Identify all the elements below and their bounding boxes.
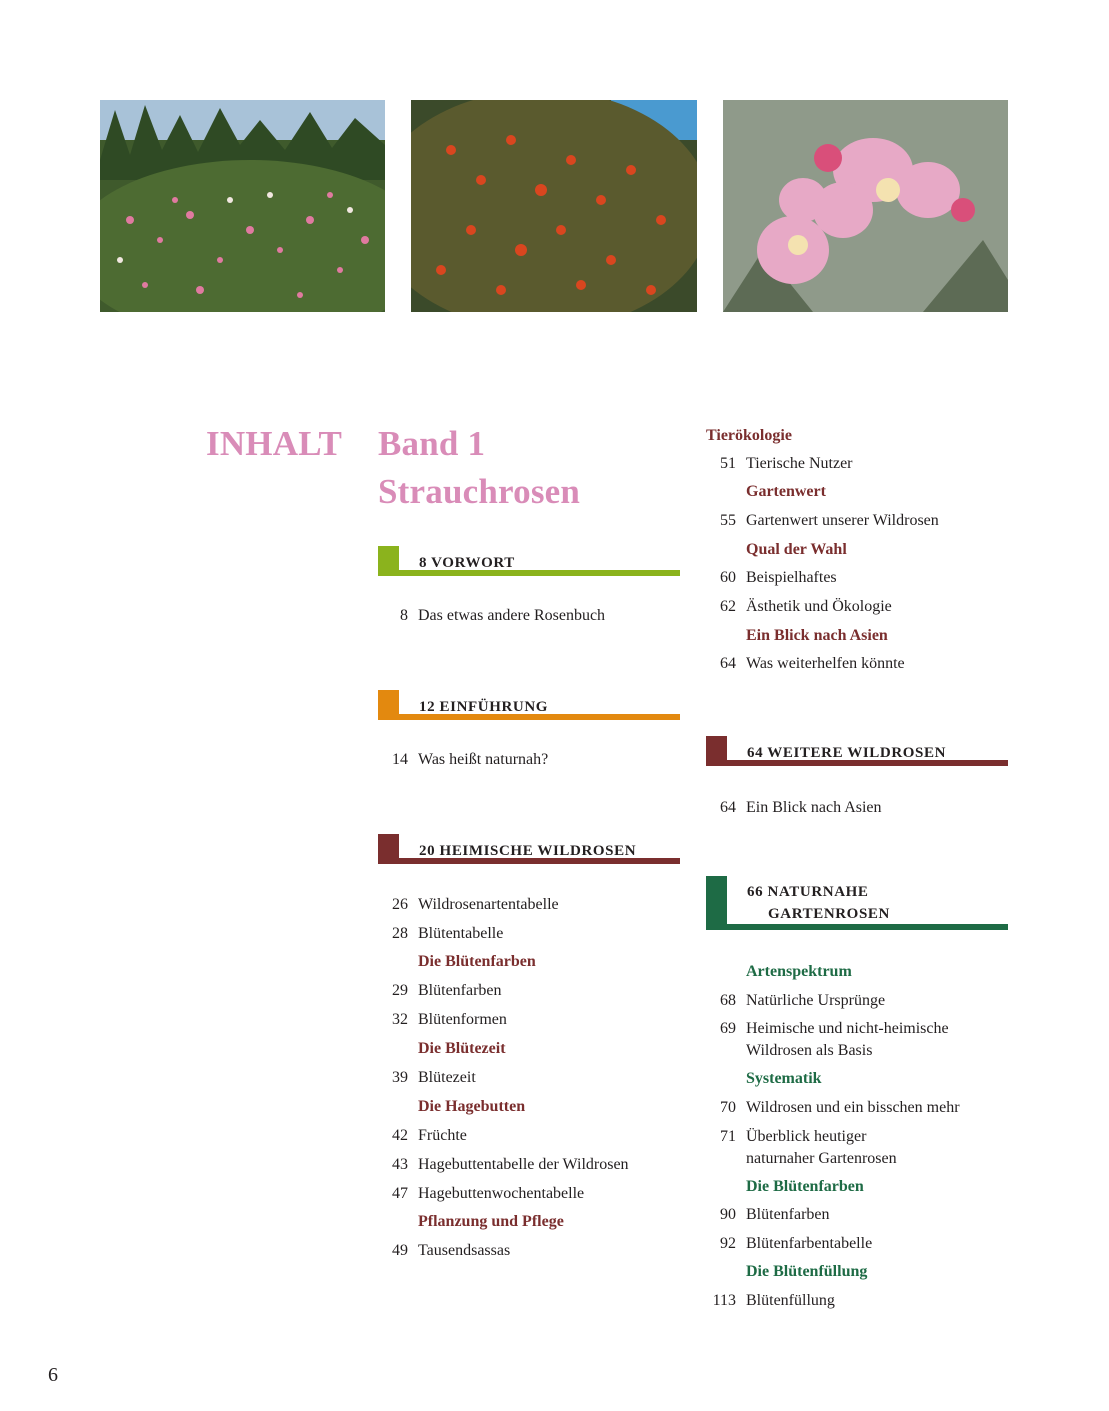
page-ref: 68 xyxy=(720,992,736,1009)
section-title: 12 EINFÜHRUNG xyxy=(419,699,549,715)
page-ref: 70 xyxy=(720,1099,736,1116)
page-ref: 64 xyxy=(720,799,736,816)
page-ref: 28 xyxy=(392,925,408,942)
photo-rosehip-bush xyxy=(411,100,697,312)
entry-title: Tierische Nutzer xyxy=(746,455,853,472)
entry-title: Hagebuttenwochentabelle xyxy=(418,1185,585,1202)
entry-title-line2: naturnaher Gartenrosen xyxy=(746,1150,897,1167)
subheading: Qual der Wahl xyxy=(746,541,847,558)
entry-title: Blütezeit xyxy=(418,1069,476,1086)
section-heimische-wildrosen xyxy=(378,834,680,864)
entry-title: Was weiterhelfen könnte xyxy=(746,655,905,672)
section-vorwort xyxy=(378,546,680,576)
page-ref: 113 xyxy=(712,1292,736,1309)
page-ref: 55 xyxy=(720,512,736,529)
entry-title: Blütenfarben xyxy=(418,982,502,999)
entry-title: Blütenformen xyxy=(418,1011,507,1028)
subheading: Die Blütezeit xyxy=(418,1040,506,1057)
subheading: Die Hagebutten xyxy=(418,1098,526,1115)
page-ref: 90 xyxy=(720,1206,736,1223)
entry-title: Blütenfarbentabelle xyxy=(746,1235,873,1252)
subheading: Systematik xyxy=(746,1070,822,1087)
page-ref: 42 xyxy=(392,1127,408,1144)
entry-title: Gartenwert unserer Wildrosen xyxy=(746,512,939,529)
entry-title: Ästhetik und Ökologie xyxy=(746,598,892,615)
subheading: Tierökologie xyxy=(706,427,792,444)
page-ref: 71 xyxy=(720,1128,736,1145)
entry-title: Beispielhaftes xyxy=(746,569,837,586)
entry-title: Wildrosen und ein bisschen mehr xyxy=(746,1099,960,1116)
page-ref: 14 xyxy=(392,751,408,768)
entry-title: Früchte xyxy=(418,1127,467,1144)
section-naturnahe-gartenrosen xyxy=(706,876,1008,930)
page-ref: 92 xyxy=(720,1235,736,1252)
entry-title: Heimische und nicht-heimische xyxy=(746,1020,949,1037)
page-ref: 8 xyxy=(400,607,408,624)
entry-title: Blütenfüllung xyxy=(746,1292,835,1309)
entry-title: Blütentabelle xyxy=(418,925,504,942)
subheading: Die Blütenfarben xyxy=(418,953,536,970)
page-ref: 60 xyxy=(720,569,736,586)
page-ref: 47 xyxy=(392,1185,408,1202)
entry-title: Was heißt naturnah? xyxy=(418,751,549,768)
entry-title: Ein Blick nach Asien xyxy=(746,799,882,816)
page-ref: 32 xyxy=(392,1011,408,1028)
page-ref: 49 xyxy=(392,1242,408,1259)
subheading: Artenspektrum xyxy=(746,963,852,980)
section-title: 66 NATURNAHE xyxy=(747,884,869,900)
page-number: 6 xyxy=(48,1364,58,1386)
page-ref: 64 xyxy=(720,655,736,672)
page-ref: 39 xyxy=(392,1069,408,1086)
photo-frosted-rose-blossom xyxy=(723,100,1008,312)
section-title: 64 WEITERE WILDROSEN xyxy=(747,745,947,761)
contents-heading: INHALT xyxy=(206,424,343,463)
page-ref: 69 xyxy=(720,1020,736,1037)
subheading: Gartenwert xyxy=(746,483,826,500)
section-einfuehrung xyxy=(378,690,680,720)
section-title: 20 HEIMISCHE WILDROSEN xyxy=(419,843,637,859)
page-ref: 51 xyxy=(720,455,736,472)
entry-title: Natürliche Ursprünge xyxy=(746,992,886,1009)
section-title-line2: GARTENROSEN xyxy=(768,906,890,922)
page-ref: 43 xyxy=(392,1156,408,1173)
page-ref: 26 xyxy=(392,896,408,913)
entry-title: Hagebuttentabelle der Wildrosen xyxy=(418,1156,629,1173)
section-weitere-wildrosen xyxy=(706,736,1008,766)
volume-label: Band 1 xyxy=(378,424,486,463)
entry-title: Überblick heutiger xyxy=(746,1128,867,1145)
entry-title-line2: Wildrosen als Basis xyxy=(746,1042,873,1059)
entry-title: Das etwas andere Rosenbuch xyxy=(418,607,606,624)
subheading: Die Blütenfüllung xyxy=(746,1263,868,1280)
entry-title: Wildrosenartentabelle xyxy=(418,896,559,913)
section-title: 8 VORWORT xyxy=(419,555,515,571)
subheading: Pflanzung und Pflege xyxy=(418,1213,564,1230)
page-ref: 29 xyxy=(392,982,408,999)
page-ref: 62 xyxy=(720,598,736,615)
subheading: Ein Blick nach Asien xyxy=(746,627,888,644)
entry-title: Blütenfarben xyxy=(746,1206,830,1223)
entry-title: Tausendsassas xyxy=(418,1242,511,1259)
subheading: Die Blütenfarben xyxy=(746,1178,864,1195)
photo-rose-shrubs xyxy=(100,100,385,312)
volume-title: Strauchrosen xyxy=(378,472,581,511)
